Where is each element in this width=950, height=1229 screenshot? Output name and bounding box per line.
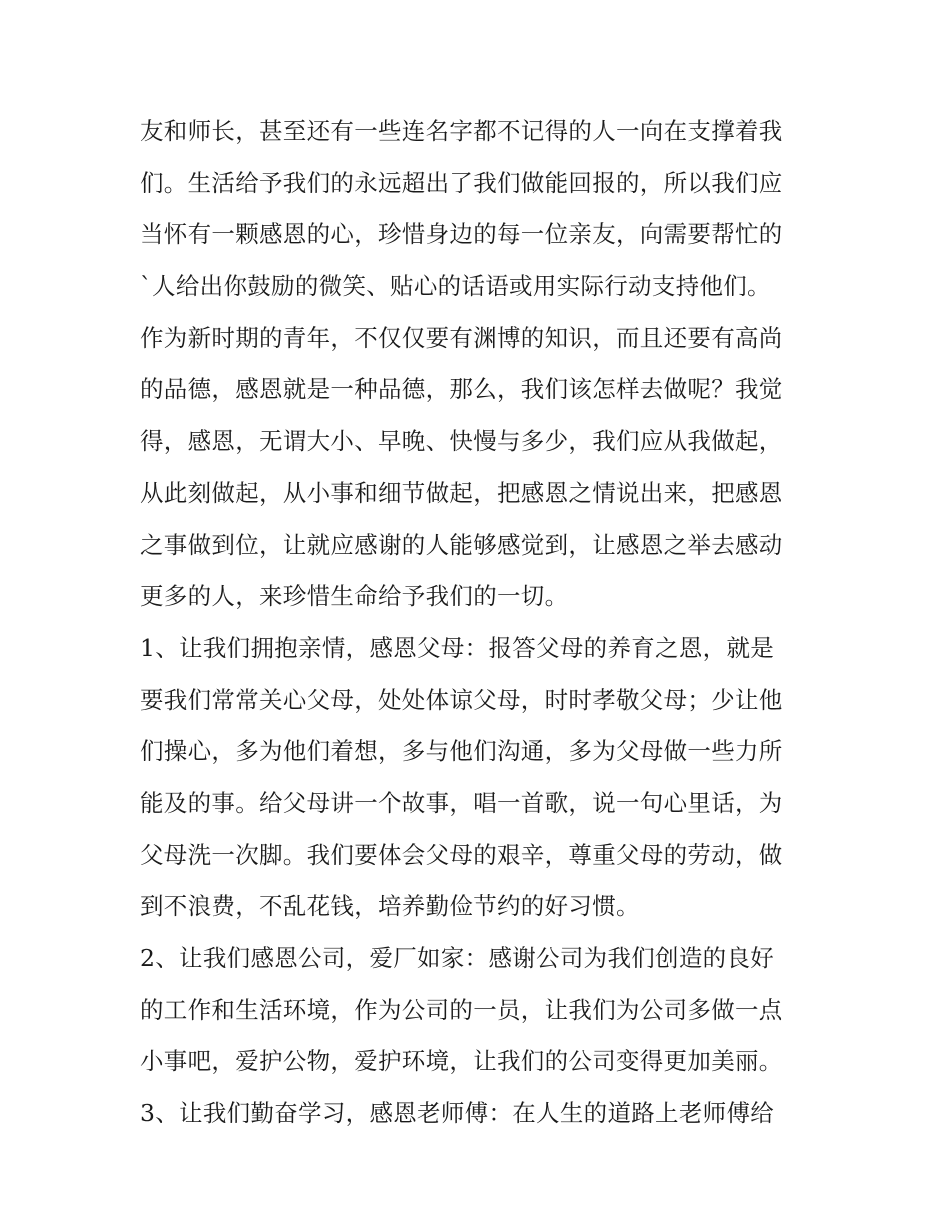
text-line: 的品德，感恩就是一种品德，那么，我们该怎样去做呢？我觉 (140, 375, 783, 404)
text-line: 们操心，多为他们着想，多与他们沟通，多为父母做一些力所 (140, 737, 783, 766)
text-line: 之事做到位，让就应感谢的人能够感觉到，让感恩之举去感动 (140, 530, 783, 559)
text-line: 父母洗一次脚。我们要体会父母的艰辛，尊重父母的劳动，做 (140, 840, 783, 869)
text-line: 们。生活给予我们的永远超出了我们做能回报的，所以我们应 (140, 168, 783, 197)
text-line: 友和师长，甚至还有一些连名字都不记得的人一向在支撑着我 (140, 117, 783, 145)
text-line: 1、让我们拥抱亲情，感恩父母：报答父母的养育之恩，就是 (140, 633, 775, 662)
text-line: 要我们常常关心父母，处处体谅父母，时时孝敬父母；少让他 (140, 685, 783, 714)
text-line: 小事吧，爱护公物，爱护环境，让我们的公司变得更加美丽。 (140, 1047, 783, 1076)
text-line: 当怀有一颗感恩的心，珍惜身边的每一位亲友，向需要帮忙的 (140, 220, 783, 249)
text-line: 到不浪费，不乱花钱，培养勤俭节约的好习惯。 (140, 892, 640, 921)
text-line: `人给出你鼓励的微笑、贴心的话语或用实际行动支持他们。 (140, 272, 771, 301)
text-line: 的工作和生活环境，作为公司的一员，让我们为公司多做一点 (140, 995, 783, 1024)
text-line: 能及的事。给父母讲一个故事，唱一首歌，说一句心里话，为 (140, 788, 783, 817)
text-line: 作为新时期的青年，不仅仅要有渊博的知识，而且还要有高尚 (140, 323, 783, 352)
text-line: 3、让我们勤奋学习，感恩老师傅：在人生的道路上老师傅给 (140, 1099, 775, 1128)
text-line: 从此刻做起，从小事和细节做起，把感恩之情说出来，把感恩 (140, 478, 783, 507)
text-line: 得，感恩，无谓大小、早晚、快慢与多少，我们应从我做起， (140, 427, 783, 456)
body-text (140, 106, 820, 1140)
text-line: 2、让我们感恩公司，爱厂如家：感谢公司为我们创造的良好 (140, 944, 775, 972)
text-line: 更多的人，来珍惜生命给予我们的一切。 (140, 582, 569, 611)
